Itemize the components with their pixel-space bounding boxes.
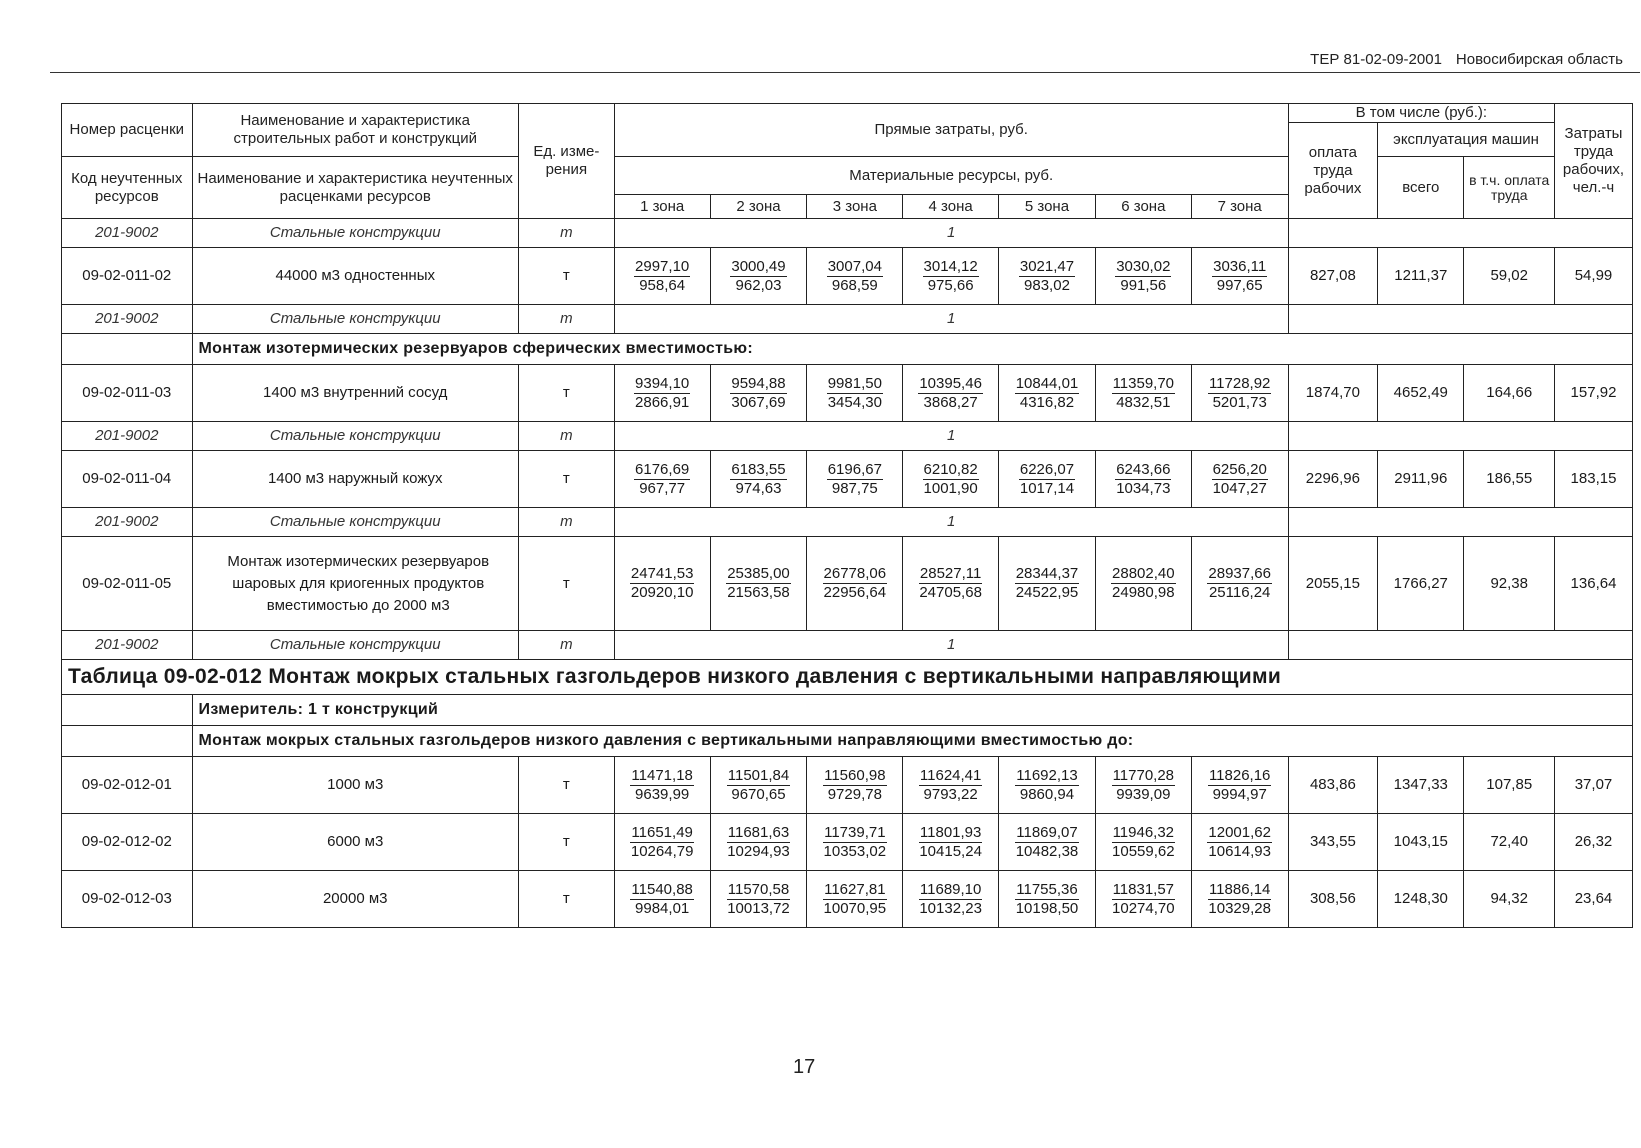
header-machine-ops: эксплуатация машин: [1378, 123, 1555, 157]
header-material-resources: Материальные ресурсы, руб.: [614, 157, 1288, 195]
section-row: [62, 695, 1633, 726]
material-cost: 10013,72: [727, 899, 790, 917]
machine-labor: 59,02: [1464, 248, 1555, 305]
zone-5-cost: [999, 451, 1096, 508]
resource-row: [62, 219, 1633, 248]
direct-cost: 11692,13: [1016, 766, 1078, 784]
direct-cost: 11627,81: [824, 880, 886, 898]
resource-code: 201-9002: [62, 508, 193, 537]
header-zone-1: 1 зона: [614, 195, 710, 219]
material-cost: 9939,09: [1116, 785, 1171, 803]
header-machine-labor: в т.ч. оплата труда: [1464, 157, 1555, 219]
material-cost: 975,66: [927, 276, 974, 294]
material-cost: 2866,91: [635, 393, 690, 411]
direct-cost: 11946,32: [1112, 823, 1175, 841]
zone-3-cost: [807, 451, 903, 508]
rate-name: 44000 м3 одностенных: [192, 248, 518, 305]
rate-row: [62, 757, 1633, 814]
resource-name: Стальные конструкции: [192, 305, 518, 334]
header-labor-costs: Затраты труда рабочих, чел.-ч: [1555, 104, 1633, 219]
zone-5-cost: [999, 537, 1096, 631]
direct-cost: 12001,62: [1208, 823, 1271, 841]
header-resource-code: Код неучтенных ресурсов: [62, 157, 193, 219]
zone-5-cost: [999, 814, 1096, 871]
material-cost: 958,64: [639, 276, 686, 294]
material-cost: 10198,50: [1015, 899, 1079, 917]
labor-pay: 343,55: [1288, 814, 1377, 871]
zone-7-cost: [1191, 248, 1288, 305]
material-cost: 4832,51: [1116, 393, 1171, 411]
section-code-empty: [62, 695, 193, 726]
rate-unit: т: [518, 757, 614, 814]
labor-hours: 136,64: [1555, 537, 1633, 631]
zone-1-cost: [614, 537, 710, 631]
labor-pay: 1874,70: [1288, 365, 1377, 422]
zone-6-cost: [1095, 814, 1191, 871]
material-cost: 9984,01: [635, 899, 690, 917]
zone-4-cost: [903, 248, 999, 305]
section-title: Монтаж мокрых стальных газгольдеров низкого давления с вертикальными направляющими вместимостью до:: [192, 726, 1632, 757]
material-cost: 24522,95: [1015, 584, 1079, 601]
direct-cost: 6183,55: [731, 460, 786, 478]
table-title: Таблица 09-02-012 Монтаж мокрых стальных газгольдеров низкого давления с вертикальными направляющими: [62, 660, 1633, 695]
direct-cost: 11624,41: [919, 766, 982, 784]
section-title: Монтаж изотермических резервуаров сферических вместимостью:: [192, 334, 1632, 365]
direct-cost: 6256,20: [1212, 460, 1267, 478]
rate-row: [62, 871, 1633, 928]
direct-cost: 11501,84: [727, 766, 790, 784]
zone-4-cost: [903, 451, 999, 508]
direct-cost: 11886,14: [1208, 880, 1271, 898]
labor-hours: 183,15: [1555, 451, 1633, 508]
table-title-row: [62, 660, 1633, 695]
labor-pay: 483,86: [1288, 757, 1377, 814]
material-cost: 983,02: [1024, 276, 1070, 294]
rate-name: 1400 м3 наружный кожух: [192, 451, 518, 508]
header-zone-4: 4 зона: [903, 195, 999, 219]
header-machine-total: всего: [1378, 157, 1464, 219]
resource-empty: [1288, 508, 1632, 537]
material-cost: 1034,73: [1116, 479, 1171, 497]
direct-cost: 11560,98: [824, 766, 886, 784]
zone-6-cost: [1095, 757, 1191, 814]
resource-qty: 1: [614, 508, 1288, 537]
labor-hours: 157,92: [1555, 365, 1633, 422]
zone-1-cost: [614, 248, 710, 305]
resource-unit: т: [518, 305, 614, 334]
rate-code: 09-02-012-01: [62, 757, 193, 814]
direct-cost: 6210,82: [923, 460, 978, 478]
machine-total: 1766,27: [1378, 537, 1464, 631]
zone-3-cost: [807, 365, 903, 422]
header-zone-6: 6 зона: [1095, 195, 1191, 219]
direct-cost: 28802,40: [1112, 565, 1175, 582]
material-cost: 10264,79: [630, 842, 694, 860]
material-cost: 9670,65: [731, 785, 786, 803]
material-cost: 22956,64: [823, 584, 887, 601]
resource-unit: т: [518, 219, 614, 248]
direct-cost: 11801,93: [919, 823, 982, 841]
material-cost: 967,77: [639, 479, 686, 497]
rate-name: 6000 м3: [192, 814, 518, 871]
direct-cost: 11826,16: [1208, 766, 1271, 784]
machine-total: 1211,37: [1378, 248, 1464, 305]
zone-2-cost: [710, 537, 807, 631]
page-header: [1310, 51, 1623, 68]
machine-total: 1347,33: [1378, 757, 1464, 814]
zone-6-cost: [1095, 871, 1191, 928]
resource-empty: [1288, 422, 1632, 451]
page-number: 17: [793, 1056, 816, 1078]
direct-cost: 11651,49: [631, 823, 693, 841]
zone-1-cost: [614, 757, 710, 814]
zone-5-cost: [999, 365, 1096, 422]
direct-cost: 26778,06: [823, 565, 887, 582]
zone-3-cost: [807, 871, 903, 928]
resource-row: [62, 422, 1633, 451]
machine-labor: 72,40: [1464, 814, 1555, 871]
material-cost: 5201,73: [1212, 393, 1267, 411]
zone-1-cost: [614, 871, 710, 928]
machine-labor: 164,66: [1464, 365, 1555, 422]
zone-2-cost: [710, 757, 807, 814]
section-row: [62, 334, 1633, 365]
direct-cost: 3036,11: [1213, 257, 1267, 275]
direct-cost: 9594,88: [731, 374, 786, 392]
direct-cost: 28527,11: [919, 565, 982, 582]
zone-1-cost: [614, 451, 710, 508]
material-cost: 10559,62: [1112, 842, 1175, 860]
zone-3-cost: [807, 248, 903, 305]
zone-6-cost: [1095, 537, 1191, 631]
zone-7-cost: [1191, 814, 1288, 871]
material-cost: 987,75: [831, 479, 878, 497]
direct-cost: 3000,49: [731, 257, 786, 275]
direct-cost: 9981,50: [827, 374, 882, 392]
header-work-name: Наименование и характеристика строительных работ и конструкций: [192, 104, 518, 157]
machine-total: 4652,49: [1378, 365, 1464, 422]
resource-name: Стальные конструкции: [192, 219, 518, 248]
zone-1-cost: [614, 365, 710, 422]
header-zone-2: 2 зона: [710, 195, 807, 219]
direct-cost: 3030,02: [1116, 257, 1171, 275]
resource-empty: [1288, 219, 1632, 248]
rate-unit: т: [518, 537, 614, 631]
material-cost: 25116,24: [1208, 584, 1271, 601]
material-cost: 24705,68: [919, 584, 982, 601]
material-cost: 9860,94: [1019, 785, 1075, 803]
zone-7-cost: [1191, 757, 1288, 814]
rate-name: 1400 м3 внутренний сосуд: [192, 365, 518, 422]
material-cost: 9639,99: [635, 785, 690, 803]
resource-code: 201-9002: [62, 219, 193, 248]
material-cost: 991,56: [1120, 276, 1167, 294]
labor-hours: 54,99: [1555, 248, 1633, 305]
doc-code: ТЕР 81-02-09-2001: [1310, 51, 1442, 68]
direct-cost: 11739,71: [824, 823, 886, 841]
zone-2-cost: [710, 365, 807, 422]
rate-code: 09-02-011-03: [62, 365, 193, 422]
resource-qty: 1: [614, 422, 1288, 451]
section-code-empty: [62, 726, 193, 757]
material-cost: 9729,78: [827, 785, 882, 803]
header-labor-pay: оплата труда рабочих: [1288, 123, 1377, 219]
zone-4-cost: [903, 814, 999, 871]
direct-cost: 25385,00: [727, 565, 790, 582]
machine-total: 2911,96: [1378, 451, 1464, 508]
rate-code: 09-02-011-04: [62, 451, 193, 508]
rate-unit: т: [518, 871, 614, 928]
zone-2-cost: [710, 814, 807, 871]
machine-labor: 92,38: [1464, 537, 1555, 631]
resource-code: 201-9002: [62, 422, 193, 451]
header-zone-5: 5 зона: [999, 195, 1096, 219]
direct-cost: 6226,07: [1019, 460, 1075, 478]
zone-6-cost: [1095, 365, 1191, 422]
header-resource-name: Наименование и характеристика неучтенных расценками ресурсов: [192, 157, 518, 219]
zone-4-cost: [903, 365, 999, 422]
zone-4-cost: [903, 871, 999, 928]
header-unit: Ед. изме-рения: [518, 104, 614, 219]
rate-row: [62, 248, 1633, 305]
direct-cost: 11689,10: [919, 880, 982, 898]
zone-5-cost: [999, 757, 1096, 814]
material-cost: 10294,93: [727, 842, 790, 860]
direct-cost: 11681,63: [727, 823, 790, 841]
resource-empty: [1288, 305, 1632, 334]
direct-cost: 3007,04: [827, 257, 882, 275]
zone-5-cost: [999, 248, 1096, 305]
section-title: Измеритель: 1 т конструкций: [192, 695, 1632, 726]
resource-qty: 1: [614, 219, 1288, 248]
resource-qty: 1: [614, 631, 1288, 660]
zone-7-cost: [1191, 537, 1288, 631]
zone-2-cost: [710, 248, 807, 305]
header-including: В том числе (руб.):: [1288, 104, 1554, 123]
direct-cost: 3014,12: [923, 257, 978, 275]
zone-5-cost: [999, 871, 1096, 928]
resource-code: 201-9002: [62, 305, 193, 334]
resource-code: 201-9002: [62, 631, 193, 660]
resource-unit: т: [518, 631, 614, 660]
machine-labor: 186,55: [1464, 451, 1555, 508]
zone-2-cost: [710, 871, 807, 928]
direct-cost: 11869,07: [1016, 823, 1078, 841]
labor-hours: 37,07: [1555, 757, 1633, 814]
machine-labor: 94,32: [1464, 871, 1555, 928]
direct-cost: 11831,57: [1112, 880, 1175, 898]
resource-name: Стальные конструкции: [192, 508, 518, 537]
header-rule: [50, 72, 1640, 73]
resource-name: Стальные конструкции: [192, 631, 518, 660]
direct-cost: 11359,70: [1112, 374, 1175, 392]
rate-code: 09-02-011-02: [62, 248, 193, 305]
direct-cost: 6243,66: [1116, 460, 1171, 478]
labor-hours: 23,64: [1555, 871, 1633, 928]
zone-3-cost: [807, 757, 903, 814]
labor-pay: 2055,15: [1288, 537, 1377, 631]
labor-hours: 26,32: [1555, 814, 1633, 871]
direct-cost: 11540,88: [631, 880, 693, 898]
rate-unit: т: [518, 365, 614, 422]
rate-name: 20000 м3: [192, 871, 518, 928]
direct-cost: 9394,10: [635, 374, 690, 392]
region-name: Новосибирская область: [1455, 51, 1623, 68]
direct-cost: 11755,36: [1016, 880, 1078, 898]
zone-4-cost: [903, 537, 999, 631]
section-code-empty: [62, 334, 193, 365]
rate-row: [62, 814, 1633, 871]
rate-name: Монтаж изотермических резервуаров шаровых для криогенных продуктов вместимостью до 2000 м3: [192, 537, 518, 631]
direct-cost: 6176,69: [635, 460, 690, 478]
material-cost: 10353,02: [823, 842, 887, 860]
zone-7-cost: [1191, 365, 1288, 422]
section-row: [62, 726, 1633, 757]
material-cost: 10482,38: [1015, 842, 1079, 860]
material-cost: 10614,93: [1208, 842, 1271, 860]
header-zone-3: 3 зона: [807, 195, 903, 219]
material-cost: 997,65: [1216, 276, 1263, 294]
resource-empty: [1288, 631, 1632, 660]
material-cost: 9994,97: [1212, 785, 1267, 803]
material-cost: 968,59: [831, 276, 878, 294]
direct-cost: 2997,10: [635, 257, 690, 275]
material-cost: 1047,27: [1212, 479, 1267, 497]
machine-total: 1043,15: [1378, 814, 1464, 871]
header-direct-costs: Прямые затраты, руб.: [614, 104, 1288, 157]
rate-code: 09-02-012-02: [62, 814, 193, 871]
zone-2-cost: [710, 451, 807, 508]
material-cost: 10132,23: [919, 899, 982, 917]
resource-unit: т: [518, 422, 614, 451]
rate-row: [62, 537, 1633, 631]
zone-3-cost: [807, 537, 903, 631]
rate-name: 1000 м3: [192, 757, 518, 814]
zone-1-cost: [614, 814, 710, 871]
material-cost: 1017,14: [1019, 479, 1075, 497]
direct-cost: 10844,01: [1015, 374, 1079, 392]
direct-cost: 11471,18: [631, 766, 693, 784]
material-cost: 20920,10: [630, 584, 694, 601]
resource-name: Стальные конструкции: [192, 422, 518, 451]
material-cost: 3868,27: [923, 393, 978, 411]
resource-unit: т: [518, 508, 614, 537]
resource-row: [62, 508, 1633, 537]
material-cost: 962,03: [735, 276, 782, 294]
material-cost: 10415,24: [919, 842, 982, 860]
rates-table: [61, 103, 1633, 928]
direct-cost: 28937,66: [1208, 565, 1271, 582]
direct-cost: 24741,53: [630, 565, 694, 582]
zone-4-cost: [903, 757, 999, 814]
material-cost: 24980,98: [1112, 584, 1175, 601]
material-cost: 21563,58: [727, 584, 790, 601]
zone-7-cost: [1191, 871, 1288, 928]
resource-qty: 1: [614, 305, 1288, 334]
labor-pay: 2296,96: [1288, 451, 1377, 508]
zone-7-cost: [1191, 451, 1288, 508]
rate-unit: т: [518, 451, 614, 508]
direct-cost: 11770,28: [1112, 766, 1175, 784]
direct-cost: 10395,46: [919, 374, 982, 392]
material-cost: 10329,28: [1208, 899, 1271, 917]
machine-total: 1248,30: [1378, 871, 1464, 928]
zone-3-cost: [807, 814, 903, 871]
zone-6-cost: [1095, 248, 1191, 305]
material-cost: 1001,90: [923, 479, 978, 497]
rate-unit: т: [518, 814, 614, 871]
rate-code: 09-02-011-05: [62, 537, 193, 631]
direct-cost: 3021,47: [1019, 257, 1075, 275]
resource-row: [62, 631, 1633, 660]
material-cost: 10274,70: [1112, 899, 1175, 917]
direct-cost: 6196,67: [827, 460, 882, 478]
direct-cost: 11570,58: [727, 880, 790, 898]
direct-cost: 28344,37: [1015, 565, 1079, 582]
material-cost: 9793,22: [923, 785, 978, 803]
material-cost: 3454,30: [827, 393, 882, 411]
machine-labor: 107,85: [1464, 757, 1555, 814]
rate-unit: т: [518, 248, 614, 305]
material-cost: 3067,69: [731, 393, 786, 411]
resource-row: [62, 305, 1633, 334]
labor-pay: 827,08: [1288, 248, 1377, 305]
material-cost: 4316,82: [1019, 393, 1075, 411]
rate-code: 09-02-012-03: [62, 871, 193, 928]
header-rate-number: Номер расценки: [62, 104, 193, 157]
zone-6-cost: [1095, 451, 1191, 508]
material-cost: 974,63: [735, 479, 782, 497]
labor-pay: 308,56: [1288, 871, 1377, 928]
direct-cost: 11728,92: [1208, 374, 1271, 392]
rate-row: [62, 451, 1633, 508]
material-cost: 10070,95: [823, 899, 887, 917]
rate-row: [62, 365, 1633, 422]
header-zone-7: 7 зона: [1191, 195, 1288, 219]
